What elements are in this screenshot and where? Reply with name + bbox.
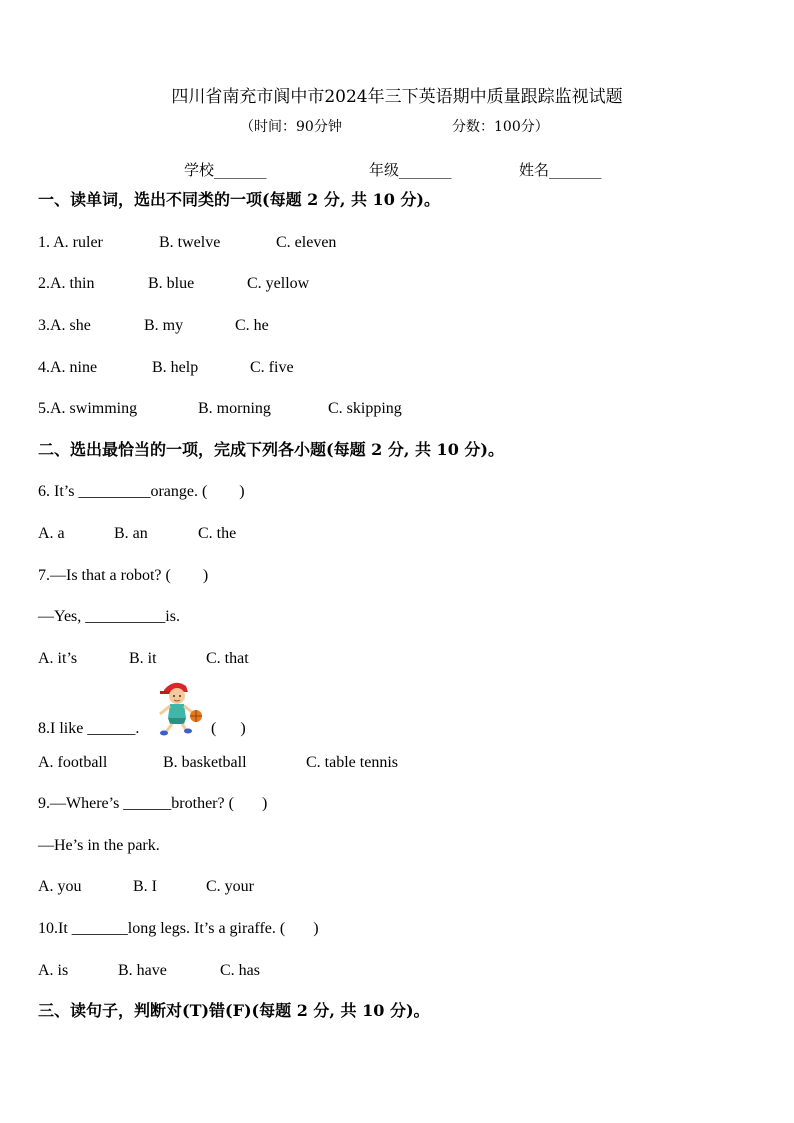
q6-option-c[interactable]: C. the	[198, 525, 237, 542]
q5-option-c[interactable]: C. skipping	[328, 400, 402, 417]
q2-option-b[interactable]: B. blue	[148, 275, 195, 292]
q5-option-a[interactable]: 5.A. swimming	[38, 400, 138, 417]
q9-option-a[interactable]: A. you	[38, 878, 82, 895]
q7-option-c[interactable]: C. that	[206, 650, 249, 667]
q8-option-c[interactable]: C. table tennis	[306, 754, 398, 771]
q6-option-a[interactable]: A. a	[38, 525, 65, 542]
q6-stem: 6. It’s _________orange. ( )	[38, 483, 245, 500]
q7-option-b[interactable]: B. it	[129, 650, 157, 667]
q7-stem: 7.—Is that a robot? ( )	[38, 567, 209, 584]
q9-stem: 9.—Where’s ______brother? ( )	[38, 795, 268, 812]
name-field[interactable]: 姓名_______	[519, 161, 602, 179]
q2-option-c[interactable]: C. yellow	[247, 275, 310, 292]
school-field[interactable]: 学校_______	[184, 161, 267, 179]
q1-option-c[interactable]: C. eleven	[276, 234, 337, 251]
q8-option-a[interactable]: A. football	[38, 754, 108, 771]
q3-option-a[interactable]: 3.A. she	[38, 317, 91, 334]
q8-stem: 8.I like ______.	[38, 720, 140, 737]
q3-option-c[interactable]: C. he	[235, 317, 269, 334]
exam-score: 分数：100分）	[452, 119, 549, 135]
section-3-title: 三、读句子，判断对(T)错(F)(每题 2 分, 共 10 分)。	[38, 1001, 430, 1020]
section-1-title: 一、读单词，选出不同类的一项(每题 2 分, 共 10 分)。	[38, 190, 440, 209]
q4-option-c[interactable]: C. five	[250, 359, 294, 376]
q2-option-a[interactable]: 2.A. thin	[38, 275, 95, 292]
q4-option-a[interactable]: 4.A. nine	[38, 359, 98, 376]
q10-option-b[interactable]: B. have	[118, 962, 167, 979]
q10-option-a[interactable]: A. is	[38, 962, 69, 979]
q7-stem-answer: —Yes, __________is.	[38, 608, 180, 625]
grade-field[interactable]: 年级_______	[369, 161, 452, 179]
q4-option-b[interactable]: B. help	[152, 359, 199, 376]
section-2-title: 二、选出最恰当的一项，完成下列各小题(每题 2 分, 共 10 分)。	[38, 440, 504, 459]
q9-stem-answer: —He’s in the park.	[38, 837, 160, 854]
boy-basketball-image	[150, 678, 206, 736]
q8-answer-paren[interactable]: ( )	[211, 720, 246, 737]
page-title: 四川省南充市阆中市2024年三下英语期中质量跟踪监视试题	[171, 87, 623, 107]
q9-option-b[interactable]: B. I	[133, 878, 157, 895]
q10-option-c[interactable]: C. has	[220, 962, 260, 979]
q8-option-b[interactable]: B. basketball	[163, 754, 247, 771]
q3-option-b[interactable]: B. my	[144, 317, 184, 334]
q9-option-c[interactable]: C. your	[206, 878, 254, 895]
q7-option-a[interactable]: A. it’s	[38, 650, 78, 667]
q10-stem: 10.It _______long legs. It’s a giraffe. ( )	[38, 920, 319, 937]
q5-option-b[interactable]: B. morning	[198, 400, 271, 417]
q1-option-a[interactable]: 1. A. ruler	[38, 234, 103, 251]
q6-option-b[interactable]: B. an	[114, 525, 148, 542]
q1-option-b[interactable]: B. twelve	[159, 234, 221, 251]
exam-time: （时间：90分钟	[240, 119, 342, 135]
